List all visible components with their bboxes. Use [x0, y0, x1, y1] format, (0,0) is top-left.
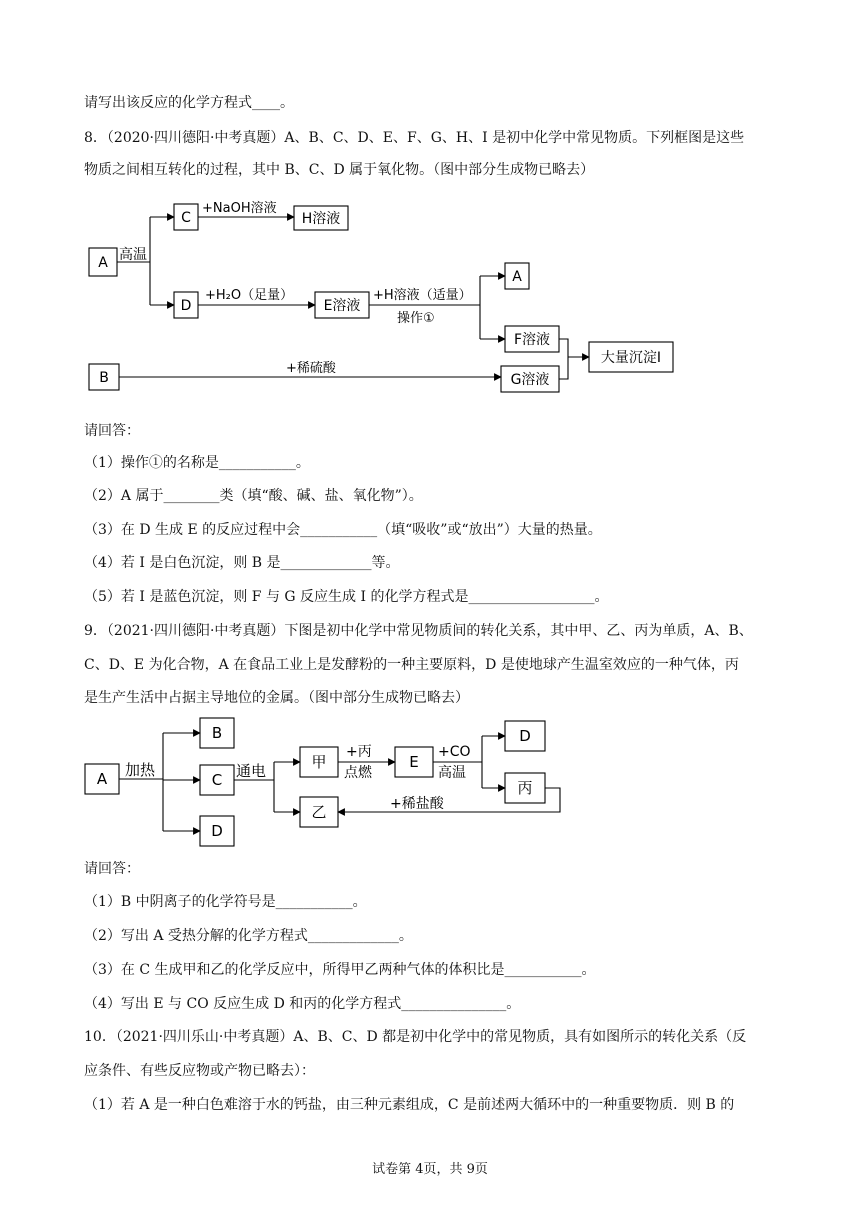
question-8-part-5: （5）若 I 是蓝色沉淀，则 F 与 G 反应生成 I 的化学方程式是__________________。 — [84, 589, 609, 605]
label-plus-bing: +丙 — [346, 744, 372, 760]
label-box-a2: A — [512, 269, 522, 285]
question-9-stem-cont: 是生产生活中占据主导地位的金属。（图中部分生成物已略去） — [84, 690, 469, 706]
label-gaowen: 高温 — [438, 765, 466, 781]
page-footer: 试卷第 4页，共 9页 — [372, 1162, 488, 1177]
question-8-part-2: （2）A 属于________类（填“酸、碱、盐、氧化物”）。 — [84, 488, 423, 504]
question-8-part-1: （1）操作①的名称是___________。 — [84, 455, 310, 471]
question-9-stem: 9．（2021·四川德阳·中考真题）下图是初中化学中常见物质间的转化关系，其中甲、乙、丙为单质，A、B、 — [84, 623, 753, 639]
question-8-stem: 8．（2020·四川德阳·中考真题）A、B、C、D、E、F、G、H、I 是初中化学中常见物质。下列框图是这些 — [84, 130, 745, 146]
label-box-g: G溶液 — [510, 372, 550, 388]
question-9-part-2: （2）写出 A 受热分解的化学方程式_____________。 — [84, 928, 413, 944]
label-box-b: B — [211, 724, 223, 742]
label-box-jia: 甲 — [311, 753, 327, 771]
label-box-c: C — [211, 771, 223, 789]
question-9-stem-cont: C、D、E 为化合物，A 在食品工业上是发酵粉的一种主要原料，D 是使地球产生温室效应的一种气体，丙 — [84, 657, 739, 673]
label-dilute-hcl: +稀盐酸 — [390, 796, 444, 812]
label-dilute-sulfuric: +稀硫酸 — [286, 361, 336, 376]
question-10-part-1: （1）若 A 是一种白色难溶于水的钙盐，由三种元素组成，C 是前述两大循环中的一种重要物质．则 B 的 — [84, 1097, 735, 1113]
label-box-yi: 乙 — [311, 803, 327, 821]
label-ignite: 点燃 — [344, 765, 372, 781]
label-electrolysis: 通电 — [236, 762, 267, 780]
question-10-stem: 10．（2021·四川乐山·中考真题）A、B、C、D 都是初中化学中的常见物质，具有如图所示的转化关系（反 — [84, 1029, 747, 1045]
label-box-d2: D — [519, 727, 531, 745]
label-heat: 加热 — [125, 761, 156, 779]
question-8-stem-cont: 物质之间相互转化的过程，其中 B、C、D 属于氧化物。（图中部分生成物已略去） — [84, 162, 595, 178]
label-box-h: H溶液 — [301, 211, 341, 227]
label-naoh: +NaOH溶液 — [202, 201, 277, 216]
question-8-diagram — [84, 196, 704, 396]
question-8-part-3: （3）在 D 生成 E 的反应过程中会___________（填“吸收”或“放出”）大量的热量。 — [84, 522, 602, 538]
text-line: 请写出该反应的化学方程式____。 — [84, 95, 294, 111]
question-9-part-1: （1）B 中阴离子的化学符号是___________。 — [84, 894, 367, 910]
question-9-part-4: （4）写出 E 与 CO 反应生成 D 和丙的化学方程式_______________。 — [84, 996, 521, 1012]
label-box-a: A — [96, 770, 108, 788]
label-box-d: D — [180, 298, 192, 314]
label-operation: 操作① — [397, 311, 435, 326]
label-h2o: +H₂O（足量） — [205, 288, 294, 303]
label-box-c: C — [181, 210, 191, 226]
label-box-f: F溶液 — [513, 332, 551, 348]
question-9-part-3: （3）在 C 生成甲和乙的化学反应中，所得甲乙两种气体的体积比是___________。 — [84, 962, 596, 978]
question-10-stem-cont: 应条件、有些反应物或产物已略去）： — [84, 1063, 315, 1079]
label-box-e: E溶液 — [323, 298, 361, 314]
question-8-part-4: （4）若 I 是白色沉淀，则 B 是_____________等。 — [84, 555, 400, 571]
label-h-solution: +H溶液（适量） — [373, 288, 472, 303]
label-box-b: B — [99, 370, 109, 386]
question-9-prompt: 请回答： — [84, 861, 140, 877]
label-box-d: D — [211, 822, 223, 840]
question-8-prompt: 请回答： — [84, 423, 140, 439]
label-plus-co: +CO — [438, 744, 471, 760]
label-box-a: A — [98, 255, 108, 271]
question-9-diagram — [84, 716, 584, 850]
label-box-e: E — [409, 753, 419, 771]
label-gaowen: 高温 — [119, 247, 147, 263]
label-box-i: 大量沉淀I — [600, 350, 662, 366]
label-box-bing: 丙 — [517, 779, 533, 797]
